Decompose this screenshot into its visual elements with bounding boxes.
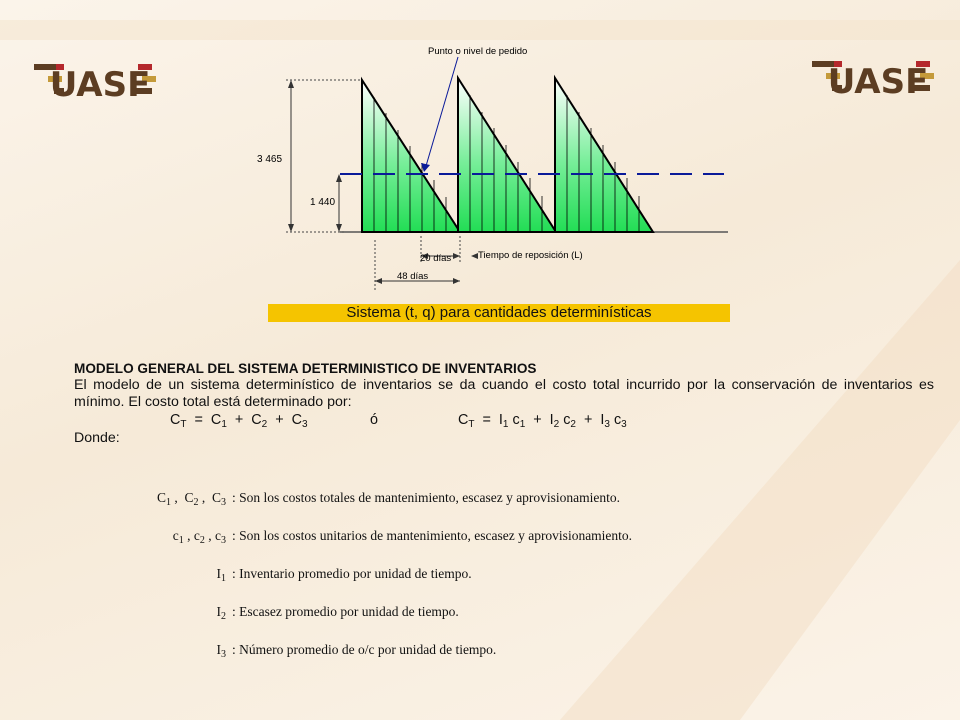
inventory-sawtooth-diagram bbox=[240, 40, 740, 302]
cycle-2 bbox=[458, 78, 556, 232]
svg-text:UASF: UASF bbox=[49, 65, 151, 105]
formula-total-costs: $C_T = C_1 + C_2 + C_3$ bbox=[170, 412, 308, 430]
diagram-caption: Sistema (t, q) para cantidades determinísticas bbox=[268, 304, 730, 322]
symbol-i3: $I_3$ bbox=[216, 642, 226, 660]
reorder-annotation: Punto o nivel de pedido bbox=[428, 46, 528, 57]
definition-text: : Son los costos totales de mantenimiento, escasez y aprovisionamiento. bbox=[232, 490, 621, 505]
symbol-c-totals: $C_1$ , $C_2$ , $C_3$ bbox=[156, 490, 226, 508]
document-paragraph: El modelo de un sistema determinístico de inventarios se da cuando el costo total incurrido por la conservación de inventarios es mínimo. El costo total está determinado por: bbox=[74, 377, 934, 410]
uasf-logo-right bbox=[808, 55, 948, 103]
label-lead-time-name: Tiempo de reposición (L) bbox=[478, 250, 583, 261]
definition-text: : Son los costos unitarios de mantenimiento, escasez y aprovisionamiento. bbox=[232, 528, 633, 543]
donde-label: Donde: bbox=[74, 430, 120, 446]
document-title: MODELO GENERAL DEL SISTEMA DETERMINISTICO DE INVENTARIOS bbox=[74, 361, 537, 376]
label-lead-time: 20 días bbox=[420, 253, 452, 264]
definition-text: : Escasez promedio por unidad de tiempo. bbox=[232, 604, 459, 619]
cycle-3 bbox=[555, 78, 653, 232]
label-cycle-time: 48 días bbox=[397, 271, 429, 282]
document-body bbox=[74, 360, 934, 447]
symbol-c-units: $c_1$ , $c_2$ , $c_3$ bbox=[172, 528, 226, 546]
symbol-i1: $I_1$ bbox=[216, 566, 226, 584]
label-max-level: 3 465 bbox=[257, 154, 283, 165]
formula-unit-costs: $C_T = I_1$ $c_1 + I_2$ $c_2 + I_3$ $c_3$ bbox=[458, 412, 627, 430]
cost-formula bbox=[74, 411, 934, 430]
label-reorder-level: 1 440 bbox=[310, 197, 336, 208]
cycle-1 bbox=[362, 80, 460, 232]
symbol-i2: $I_2$ bbox=[216, 604, 226, 622]
formula-or: ó bbox=[370, 412, 379, 428]
uasf-logo-left bbox=[30, 58, 170, 106]
svg-text:UASF: UASF bbox=[827, 62, 929, 102]
definition-text: : Número promedio de o/c por unidad de tiempo. bbox=[232, 642, 497, 657]
definition-text: : Inventario promedio por unidad de tiempo. bbox=[232, 566, 472, 581]
